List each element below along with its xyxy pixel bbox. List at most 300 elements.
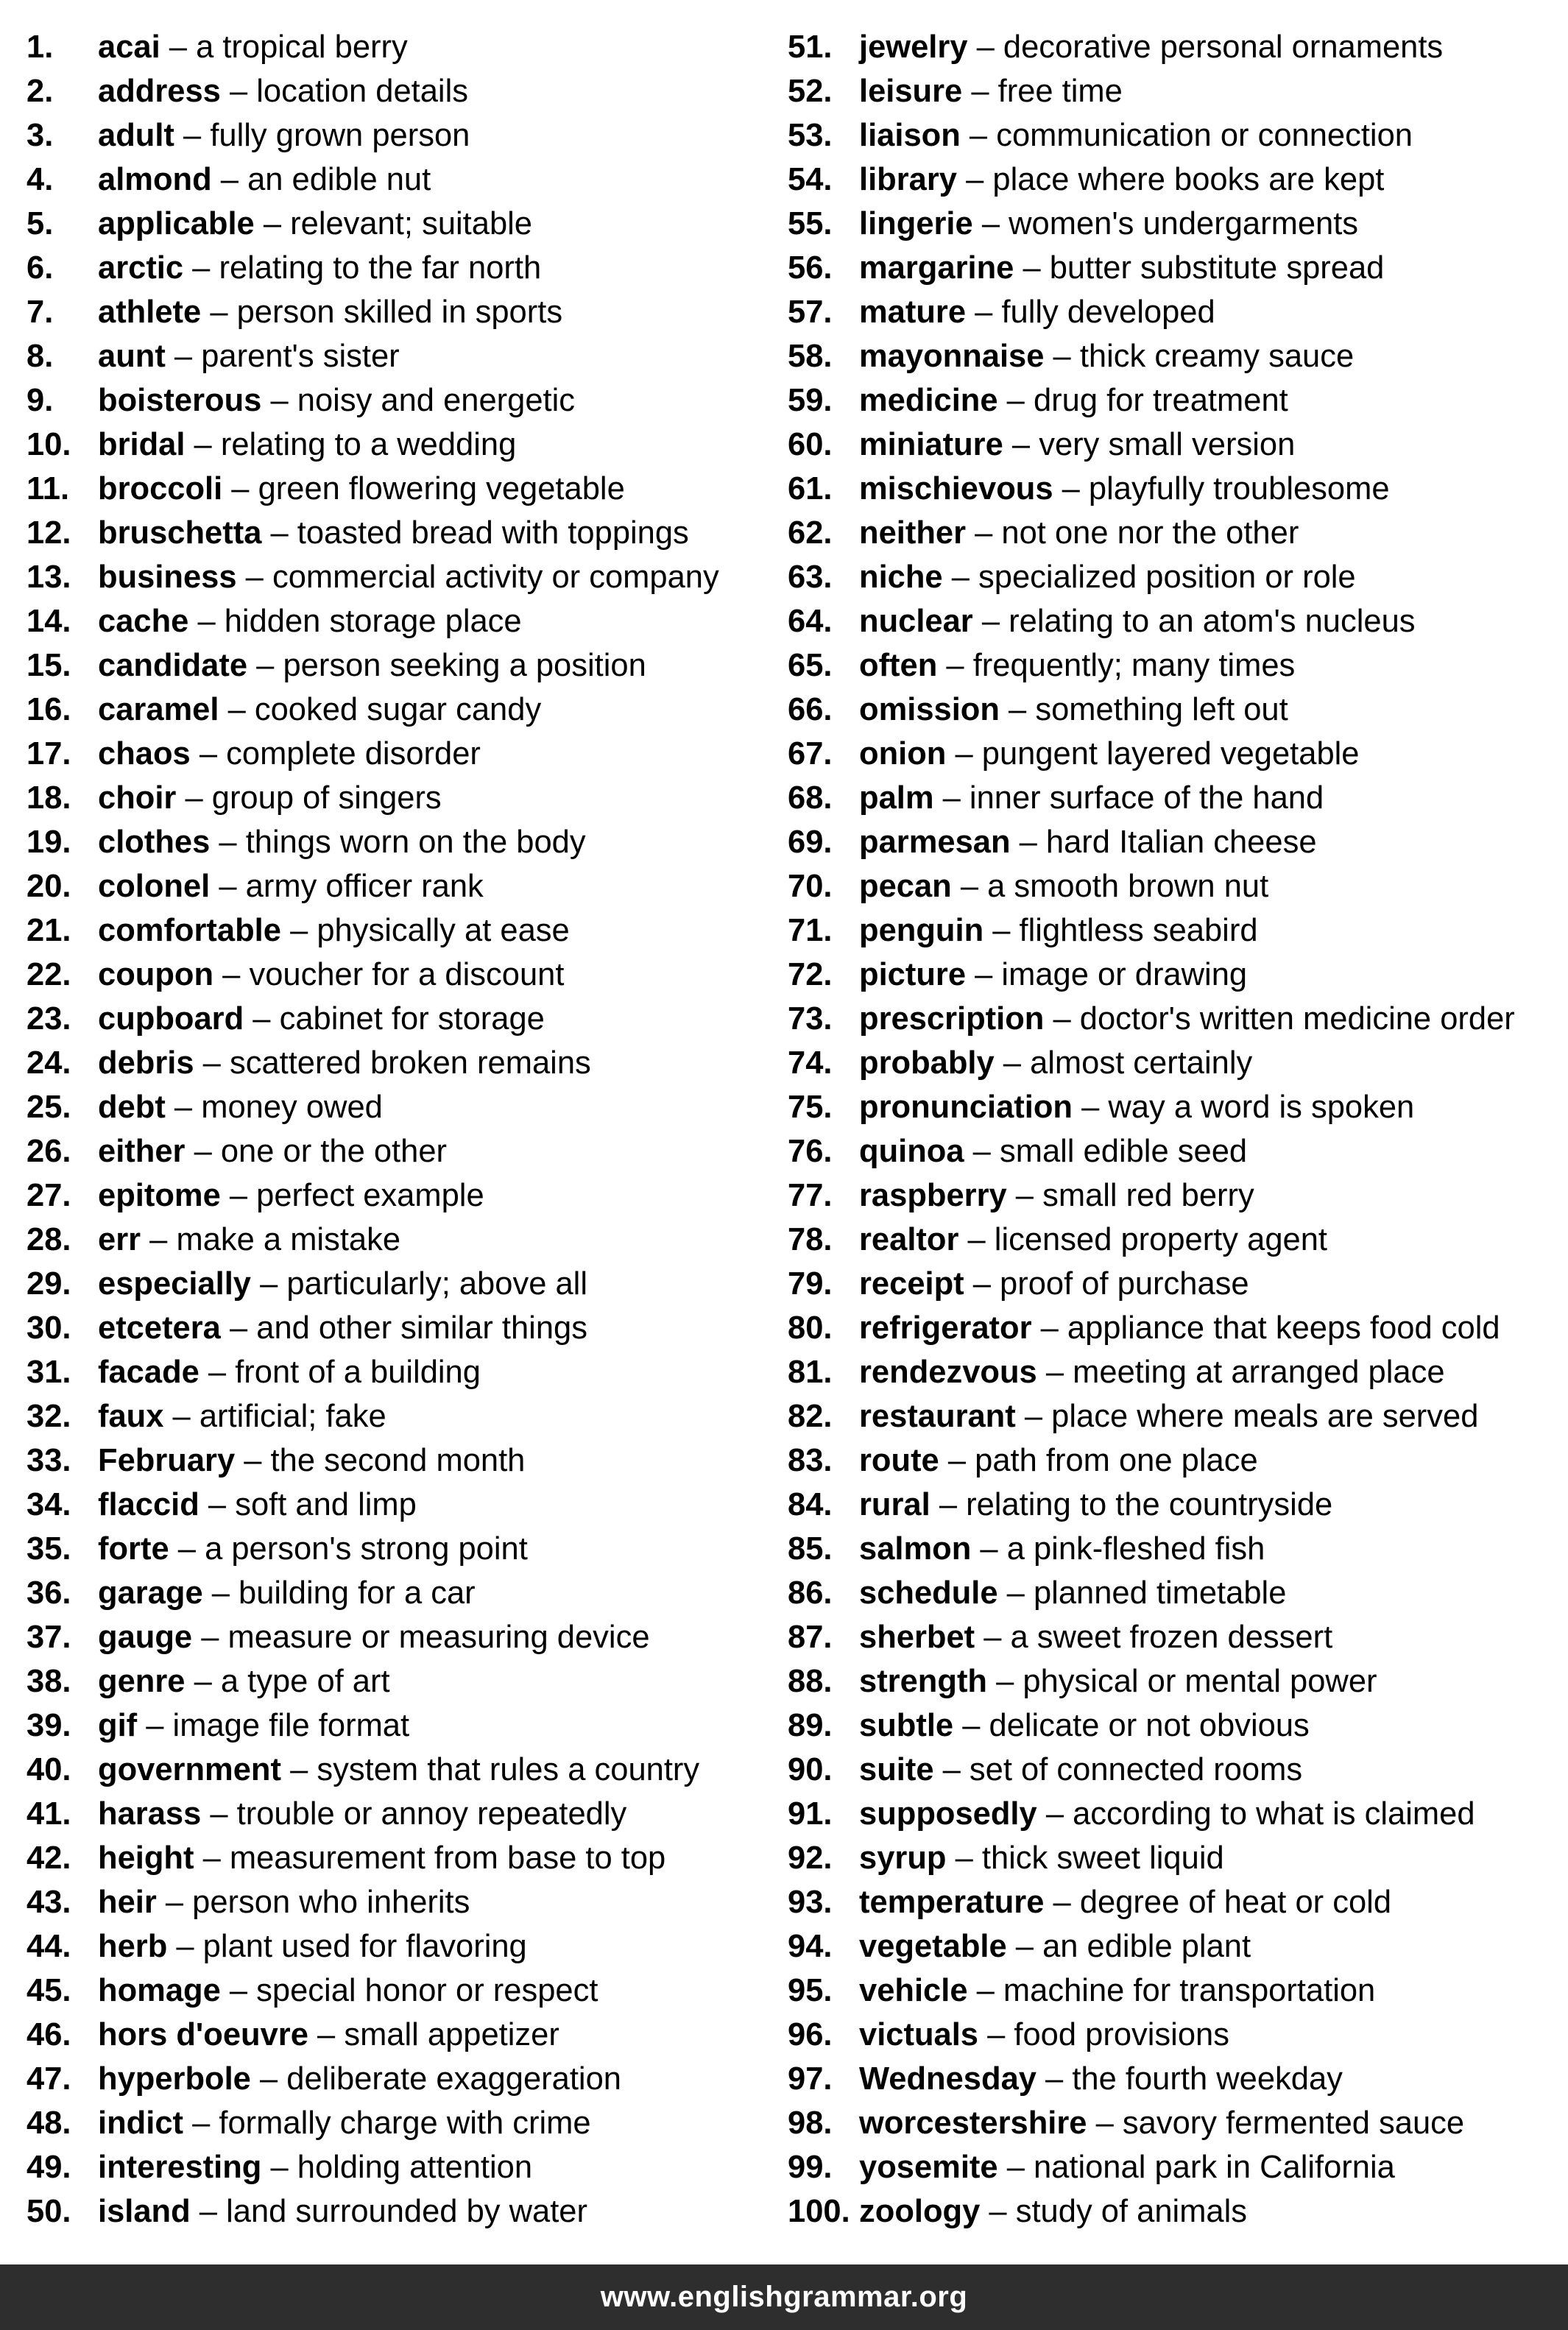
word-entry bbox=[27, 246, 770, 290]
footer-bar bbox=[0, 2264, 1568, 2330]
entry-word: acai bbox=[98, 29, 160, 65]
entry-number: 25. bbox=[27, 1089, 71, 1125]
entry-dash: – bbox=[229, 1972, 248, 2008]
entry-definition: person who inherits bbox=[192, 1884, 470, 1920]
entry-number: 5. bbox=[27, 205, 54, 241]
entry-number: 92. bbox=[788, 1840, 833, 1876]
entry-number: 98. bbox=[788, 2105, 833, 2141]
entry-dash: – bbox=[983, 1619, 1002, 1655]
entry-definition: something left out bbox=[1035, 691, 1288, 727]
entry-number: 54. bbox=[788, 161, 833, 197]
word-entry bbox=[27, 378, 770, 423]
entry-number: 69. bbox=[788, 824, 833, 860]
entry-dash: – bbox=[975, 515, 993, 551]
entry-dash: – bbox=[256, 647, 275, 683]
entry-definition: person seeking a position bbox=[283, 647, 646, 683]
word-entry bbox=[27, 290, 770, 334]
entry-word: genre bbox=[98, 1663, 186, 1699]
entry-dash: – bbox=[220, 161, 239, 197]
word-entry bbox=[788, 2057, 1561, 2101]
word-entry bbox=[27, 1836, 770, 1880]
entry-dash: – bbox=[185, 780, 203, 816]
entry-number: 94. bbox=[788, 1928, 833, 1964]
entry-word: receipt bbox=[859, 1265, 964, 1302]
entry-word: homage bbox=[98, 1972, 221, 2008]
word-entry bbox=[788, 1173, 1561, 1218]
entry-number: 14. bbox=[27, 603, 71, 639]
entry-word: mature bbox=[859, 294, 967, 330]
entry-definition: national park in California bbox=[1033, 2149, 1395, 2185]
word-entry bbox=[788, 1924, 1561, 1969]
entry-number: 53. bbox=[788, 117, 833, 153]
entry-word: mayonnaise bbox=[859, 338, 1045, 374]
entry-number: 63. bbox=[788, 559, 833, 595]
entry-number: 45. bbox=[27, 1972, 71, 2008]
entry-dash: – bbox=[229, 73, 248, 109]
entry-number: 31. bbox=[27, 1354, 71, 1390]
entry-dash: – bbox=[199, 735, 218, 772]
entry-number: 90. bbox=[788, 1751, 833, 1787]
entry-number: 66. bbox=[788, 691, 833, 727]
word-entry bbox=[27, 732, 770, 776]
entry-number: 21. bbox=[27, 912, 71, 948]
entry-definition: complete disorder bbox=[226, 735, 481, 772]
entry-definition: things worn on the body bbox=[245, 824, 586, 860]
word-entry bbox=[788, 1394, 1561, 1438]
entry-word: refrigerator bbox=[859, 1310, 1032, 1346]
entry-word: parmesan bbox=[859, 824, 1011, 860]
entry-word: err bbox=[98, 1221, 141, 1257]
word-entry bbox=[788, 688, 1561, 732]
entry-dash: – bbox=[1006, 382, 1025, 418]
word-entry bbox=[788, 1483, 1561, 1527]
entry-definition: relating to a wedding bbox=[220, 426, 517, 462]
entry-dash: – bbox=[219, 824, 237, 860]
entry-definition: voucher for a discount bbox=[249, 956, 565, 992]
entry-word: raspberry bbox=[859, 1177, 1007, 1213]
entry-dash: – bbox=[290, 912, 308, 948]
entry-word: salmon bbox=[859, 1531, 972, 1567]
word-entry bbox=[788, 246, 1561, 290]
entry-number: 22. bbox=[27, 956, 71, 992]
entry-definition: scattered broken remains bbox=[229, 1045, 591, 1081]
word-entry bbox=[788, 1571, 1561, 1615]
entry-dash: – bbox=[252, 1000, 271, 1037]
word-entry bbox=[788, 113, 1561, 158]
entry-definition: pungent layered vegetable bbox=[981, 735, 1360, 772]
entry-word: Wednesday bbox=[859, 2061, 1036, 2097]
entry-dash: – bbox=[194, 1663, 212, 1699]
entry-word: aunt bbox=[98, 338, 166, 374]
entry-definition: army officer rank bbox=[245, 868, 484, 904]
word-entry bbox=[788, 1792, 1561, 1836]
entry-word: yosemite bbox=[859, 2149, 998, 2185]
entry-dash: – bbox=[1003, 1045, 1021, 1081]
entry-definition: savory fermented sauce bbox=[1122, 2105, 1465, 2141]
word-entry bbox=[788, 555, 1561, 599]
entry-definition: inner surface of the hand bbox=[969, 780, 1324, 816]
entry-number: 4. bbox=[27, 161, 54, 197]
entry-word: clothes bbox=[98, 824, 211, 860]
word-entry bbox=[27, 1350, 770, 1394]
word-entry bbox=[27, 1483, 770, 1527]
entry-definition: food provisions bbox=[1014, 2016, 1229, 2052]
entry-definition: a person's strong point bbox=[205, 1531, 528, 1567]
entry-word: vegetable bbox=[859, 1928, 1007, 1964]
entry-dash: – bbox=[222, 956, 241, 992]
entry-word: pecan bbox=[859, 868, 952, 904]
entry-dash: – bbox=[966, 161, 984, 197]
entry-number: 55. bbox=[788, 205, 833, 241]
entry-dash: – bbox=[183, 117, 202, 153]
word-entry bbox=[27, 1792, 770, 1836]
entry-number: 8. bbox=[27, 338, 54, 374]
entry-word: temperature bbox=[859, 1884, 1045, 1920]
word-entry bbox=[27, 113, 770, 158]
entry-word: arctic bbox=[98, 250, 184, 286]
entry-number: 81. bbox=[788, 1354, 833, 1390]
word-entry bbox=[27, 1969, 770, 2013]
entry-number: 58. bbox=[788, 338, 833, 374]
word-entry bbox=[788, 776, 1561, 820]
entry-number: 49. bbox=[27, 2149, 71, 2185]
entry-dash: – bbox=[165, 1884, 184, 1920]
word-entry bbox=[788, 953, 1561, 997]
entry-word: vehicle bbox=[859, 1972, 968, 2008]
entry-dash: – bbox=[1011, 426, 1031, 462]
entry-word: debris bbox=[98, 1045, 194, 1081]
entry-number: 50. bbox=[27, 2193, 71, 2229]
entry-number: 33. bbox=[27, 1442, 71, 1478]
word-entry bbox=[27, 2189, 770, 2234]
entry-word: sherbet bbox=[859, 1619, 975, 1655]
entry-dash: – bbox=[270, 2149, 289, 2185]
word-entry bbox=[788, 511, 1561, 555]
entry-number: 19. bbox=[27, 824, 71, 860]
word-entry bbox=[27, 1306, 770, 1350]
entry-word: facade bbox=[98, 1354, 199, 1390]
entry-number: 95. bbox=[788, 1972, 833, 2008]
entry-word: victuals bbox=[859, 2016, 978, 2052]
entry-definition: front of a building bbox=[235, 1354, 481, 1390]
entry-dash: – bbox=[942, 780, 961, 816]
entry-number: 40. bbox=[27, 1751, 71, 1787]
entry-word: business bbox=[98, 559, 237, 595]
entry-word: often bbox=[859, 647, 938, 683]
entry-word: niche bbox=[859, 559, 943, 595]
entry-word: either bbox=[98, 1133, 186, 1169]
entry-number: 91. bbox=[788, 1796, 833, 1832]
entry-word: government bbox=[98, 1751, 281, 1787]
entry-dash: – bbox=[981, 603, 1000, 639]
entry-number: 29. bbox=[27, 1265, 71, 1302]
entry-word: heir bbox=[98, 1884, 157, 1920]
entry-definition: soft and limp bbox=[235, 1486, 417, 1522]
entry-word: flaccid bbox=[98, 1486, 199, 1522]
entry-word: especially bbox=[98, 1265, 251, 1302]
word-entry bbox=[27, 1748, 770, 1792]
entry-number: 36. bbox=[27, 1575, 71, 1611]
entry-number: 57. bbox=[788, 294, 833, 330]
entry-dash: – bbox=[210, 1796, 228, 1832]
entry-definition: almost certainly bbox=[1030, 1045, 1253, 1081]
entry-definition: land surrounded by water bbox=[226, 2193, 587, 2229]
entry-definition: perfect example bbox=[256, 1177, 484, 1213]
entry-word: adult bbox=[98, 117, 174, 153]
entry-number: 70. bbox=[788, 868, 833, 904]
entry-dash: – bbox=[1053, 1884, 1071, 1920]
word-entry bbox=[27, 1659, 770, 1704]
word-entry bbox=[788, 1085, 1561, 1129]
entry-dash: – bbox=[169, 29, 187, 65]
entry-word: applicable bbox=[98, 205, 255, 241]
word-entry bbox=[27, 1880, 770, 1924]
entry-dash: – bbox=[263, 205, 282, 241]
entry-dash: – bbox=[976, 29, 995, 65]
entry-number: 93. bbox=[788, 1884, 833, 1920]
entry-number: 61. bbox=[788, 470, 833, 506]
entry-number: 1. bbox=[27, 29, 54, 65]
entry-dash: – bbox=[229, 1177, 248, 1213]
entry-number: 44. bbox=[27, 1928, 71, 1964]
entry-definition: a type of art bbox=[220, 1663, 390, 1699]
entry-number: 38. bbox=[27, 1663, 71, 1699]
word-entry bbox=[788, 1306, 1561, 1350]
entry-number: 46. bbox=[27, 2016, 71, 2052]
word-entry bbox=[788, 2101, 1561, 2145]
entry-definition: free time bbox=[997, 73, 1123, 109]
entry-dash: – bbox=[975, 294, 993, 330]
entry-word: subtle bbox=[859, 1707, 954, 1743]
word-entry bbox=[788, 1041, 1561, 1085]
entry-number: 15. bbox=[27, 647, 71, 683]
entry-definition: doctor's written medicine order bbox=[1079, 1000, 1515, 1037]
entry-number: 71. bbox=[788, 912, 833, 948]
entry-word: lingerie bbox=[859, 205, 973, 241]
entry-definition: path from one place bbox=[975, 1442, 1258, 1478]
word-entry bbox=[27, 1218, 770, 1262]
entry-definition: physical or mental power bbox=[1023, 1663, 1377, 1699]
entry-dash: – bbox=[1062, 470, 1080, 506]
entry-dash: – bbox=[270, 382, 289, 418]
word-entry bbox=[27, 997, 770, 1041]
entry-word: interesting bbox=[98, 2149, 262, 2185]
entry-definition: money owed bbox=[201, 1089, 383, 1125]
entry-word: worcestershire bbox=[859, 2105, 1087, 2141]
entry-definition: thick sweet liquid bbox=[981, 1840, 1224, 1876]
entry-dash: – bbox=[971, 73, 989, 109]
word-entry bbox=[788, 643, 1561, 688]
entry-word: address bbox=[98, 73, 221, 109]
entry-word: syrup bbox=[859, 1840, 947, 1876]
entry-dash: – bbox=[172, 1398, 191, 1434]
entry-number: 85. bbox=[788, 1531, 833, 1567]
entry-definition: relating to the far north bbox=[219, 250, 542, 286]
entry-number: 97. bbox=[788, 2061, 833, 2097]
entry-word: quinoa bbox=[859, 1133, 964, 1169]
entry-word: faux bbox=[98, 1398, 164, 1434]
entry-number: 48. bbox=[27, 2105, 71, 2141]
entry-dash: – bbox=[194, 426, 212, 462]
entry-word: rural bbox=[859, 1486, 930, 1522]
entry-definition: frequently; many times bbox=[972, 647, 1296, 683]
entry-word: medicine bbox=[859, 382, 998, 418]
word-entry bbox=[27, 2145, 770, 2189]
entry-dash: – bbox=[270, 515, 289, 551]
word-entry bbox=[27, 643, 770, 688]
entry-dash: – bbox=[969, 117, 988, 153]
entry-dash: – bbox=[176, 1928, 194, 1964]
word-entry bbox=[27, 511, 770, 555]
entry-dash: – bbox=[229, 1310, 248, 1346]
entry-dash: – bbox=[260, 1265, 278, 1302]
entry-definition: relating to the countryside bbox=[966, 1486, 1333, 1522]
entry-definition: group of singers bbox=[211, 780, 442, 816]
word-entry bbox=[27, 2101, 770, 2145]
entry-dash: – bbox=[992, 912, 1011, 948]
entry-dash: – bbox=[951, 559, 970, 595]
entry-definition: hard Italian cheese bbox=[1045, 824, 1317, 860]
entry-definition: artificial; fake bbox=[199, 1398, 386, 1434]
entry-dash: – bbox=[1040, 1310, 1059, 1346]
entry-dash: – bbox=[1045, 2061, 1064, 2097]
entry-number: 23. bbox=[27, 1000, 71, 1037]
entry-definition: formally charge with crime bbox=[219, 2105, 591, 2141]
entry-word: height bbox=[98, 1840, 194, 1876]
entry-number: 9. bbox=[27, 382, 54, 418]
entry-word: harass bbox=[98, 1796, 202, 1832]
entry-definition: relating to an atom's nucleus bbox=[1009, 603, 1416, 639]
word-entry bbox=[27, 1438, 770, 1483]
entry-number: 26. bbox=[27, 1133, 71, 1169]
entry-definition: green flowering vegetable bbox=[258, 470, 625, 506]
word-entry bbox=[788, 1262, 1561, 1306]
entry-word: nuclear bbox=[859, 603, 973, 639]
entry-dash: – bbox=[939, 1486, 958, 1522]
entry-definition: relevant; suitable bbox=[290, 205, 533, 241]
entry-dash: – bbox=[259, 2061, 278, 2097]
entry-definition: planned timetable bbox=[1033, 1575, 1287, 1611]
entry-dash: – bbox=[219, 868, 237, 904]
entry-definition: an edible nut bbox=[247, 161, 431, 197]
entry-word: candidate bbox=[98, 647, 248, 683]
entry-definition: the second month bbox=[270, 1442, 526, 1478]
word-entry bbox=[788, 202, 1561, 246]
entry-dash: – bbox=[1081, 1089, 1100, 1125]
entry-definition: physically at ease bbox=[317, 912, 570, 948]
entry-definition: one or the other bbox=[220, 1133, 447, 1169]
entry-word: almond bbox=[98, 161, 212, 197]
entry-definition: way a word is spoken bbox=[1108, 1089, 1415, 1125]
entry-number: 65. bbox=[788, 647, 833, 683]
entry-definition: measure or measuring device bbox=[227, 1619, 650, 1655]
entry-number: 27. bbox=[27, 1177, 71, 1213]
entry-definition: the fourth weekday bbox=[1072, 2061, 1343, 2097]
entry-definition: decorative personal ornaments bbox=[1003, 29, 1444, 65]
word-entry bbox=[788, 2013, 1561, 2057]
entry-definition: small edible seed bbox=[999, 1133, 1248, 1169]
entry-definition: parent's sister bbox=[201, 338, 400, 374]
entry-number: 16. bbox=[27, 691, 71, 727]
word-entry bbox=[788, 820, 1561, 864]
entry-number: 79. bbox=[788, 1265, 833, 1302]
entry-word: realtor bbox=[859, 1221, 959, 1257]
entry-word: caramel bbox=[98, 691, 219, 727]
entry-number: 78. bbox=[788, 1221, 833, 1257]
entry-dash: – bbox=[1023, 250, 1041, 286]
entry-definition: person skilled in sports bbox=[236, 294, 563, 330]
entry-word: epitome bbox=[98, 1177, 221, 1213]
entry-number: 72. bbox=[788, 956, 833, 992]
entry-dash: – bbox=[194, 1133, 212, 1169]
entry-word: hors d'oeuvre bbox=[98, 2016, 308, 2052]
entry-dash: – bbox=[955, 735, 973, 772]
entry-number: 13. bbox=[27, 559, 71, 595]
word-entry bbox=[27, 688, 770, 732]
word-entry bbox=[27, 423, 770, 467]
entry-number: 20. bbox=[27, 868, 71, 904]
entry-number: 12. bbox=[27, 515, 71, 551]
entry-number: 76. bbox=[788, 1133, 833, 1169]
entry-definition: make a mistake bbox=[176, 1221, 401, 1257]
word-entry bbox=[27, 25, 770, 69]
entry-word: pronunciation bbox=[859, 1089, 1073, 1125]
entry-dash: – bbox=[1095, 2105, 1114, 2141]
word-entry bbox=[27, 202, 770, 246]
entry-word: comfortable bbox=[98, 912, 281, 948]
entry-number: 32. bbox=[27, 1398, 71, 1434]
entry-definition: delicate or not obvious bbox=[989, 1707, 1310, 1743]
entry-definition: communication or connection bbox=[996, 117, 1413, 153]
entry-definition: particularly; above all bbox=[286, 1265, 587, 1302]
entry-definition: a sweet frozen dessert bbox=[1010, 1619, 1333, 1655]
entry-definition: thick creamy sauce bbox=[1079, 338, 1355, 374]
entry-dash: – bbox=[987, 2016, 1006, 2052]
entry-definition: plant used for flavoring bbox=[202, 1928, 527, 1964]
entry-definition: place where meals are served bbox=[1051, 1398, 1479, 1434]
word-entry bbox=[788, 378, 1561, 423]
entry-number: 87. bbox=[788, 1619, 833, 1655]
word-entry bbox=[788, 1880, 1561, 1924]
entry-dash: – bbox=[149, 1221, 168, 1257]
entry-word: herb bbox=[98, 1928, 168, 1964]
word-entry bbox=[788, 1527, 1561, 1571]
entry-definition: cabinet for storage bbox=[279, 1000, 545, 1037]
word-entry bbox=[27, 776, 770, 820]
word-entry bbox=[27, 334, 770, 378]
entry-definition: special honor or respect bbox=[256, 1972, 598, 2008]
entry-number: 100. bbox=[788, 2193, 850, 2229]
entry-number: 86. bbox=[788, 1575, 833, 1611]
word-entry bbox=[27, 1527, 770, 1571]
entry-dash: – bbox=[989, 2193, 1007, 2229]
entry-number: 75. bbox=[788, 1089, 833, 1125]
word-entry bbox=[788, 599, 1561, 643]
entry-word: garage bbox=[98, 1575, 203, 1611]
entry-word: picture bbox=[859, 956, 967, 992]
entry-word: choir bbox=[98, 780, 177, 816]
word-entry bbox=[27, 864, 770, 908]
entry-definition: study of animals bbox=[1015, 2193, 1248, 2229]
entry-definition: butter substitute spread bbox=[1049, 250, 1385, 286]
entry-number: 7. bbox=[27, 294, 54, 330]
entry-dash: – bbox=[972, 1133, 991, 1169]
entry-dash: – bbox=[1006, 2149, 1025, 2185]
entry-word: zoology bbox=[859, 2193, 981, 2229]
entry-definition: set of connected rooms bbox=[969, 1751, 1303, 1787]
entry-definition: an edible plant bbox=[1042, 1928, 1251, 1964]
word-entry bbox=[27, 1571, 770, 1615]
